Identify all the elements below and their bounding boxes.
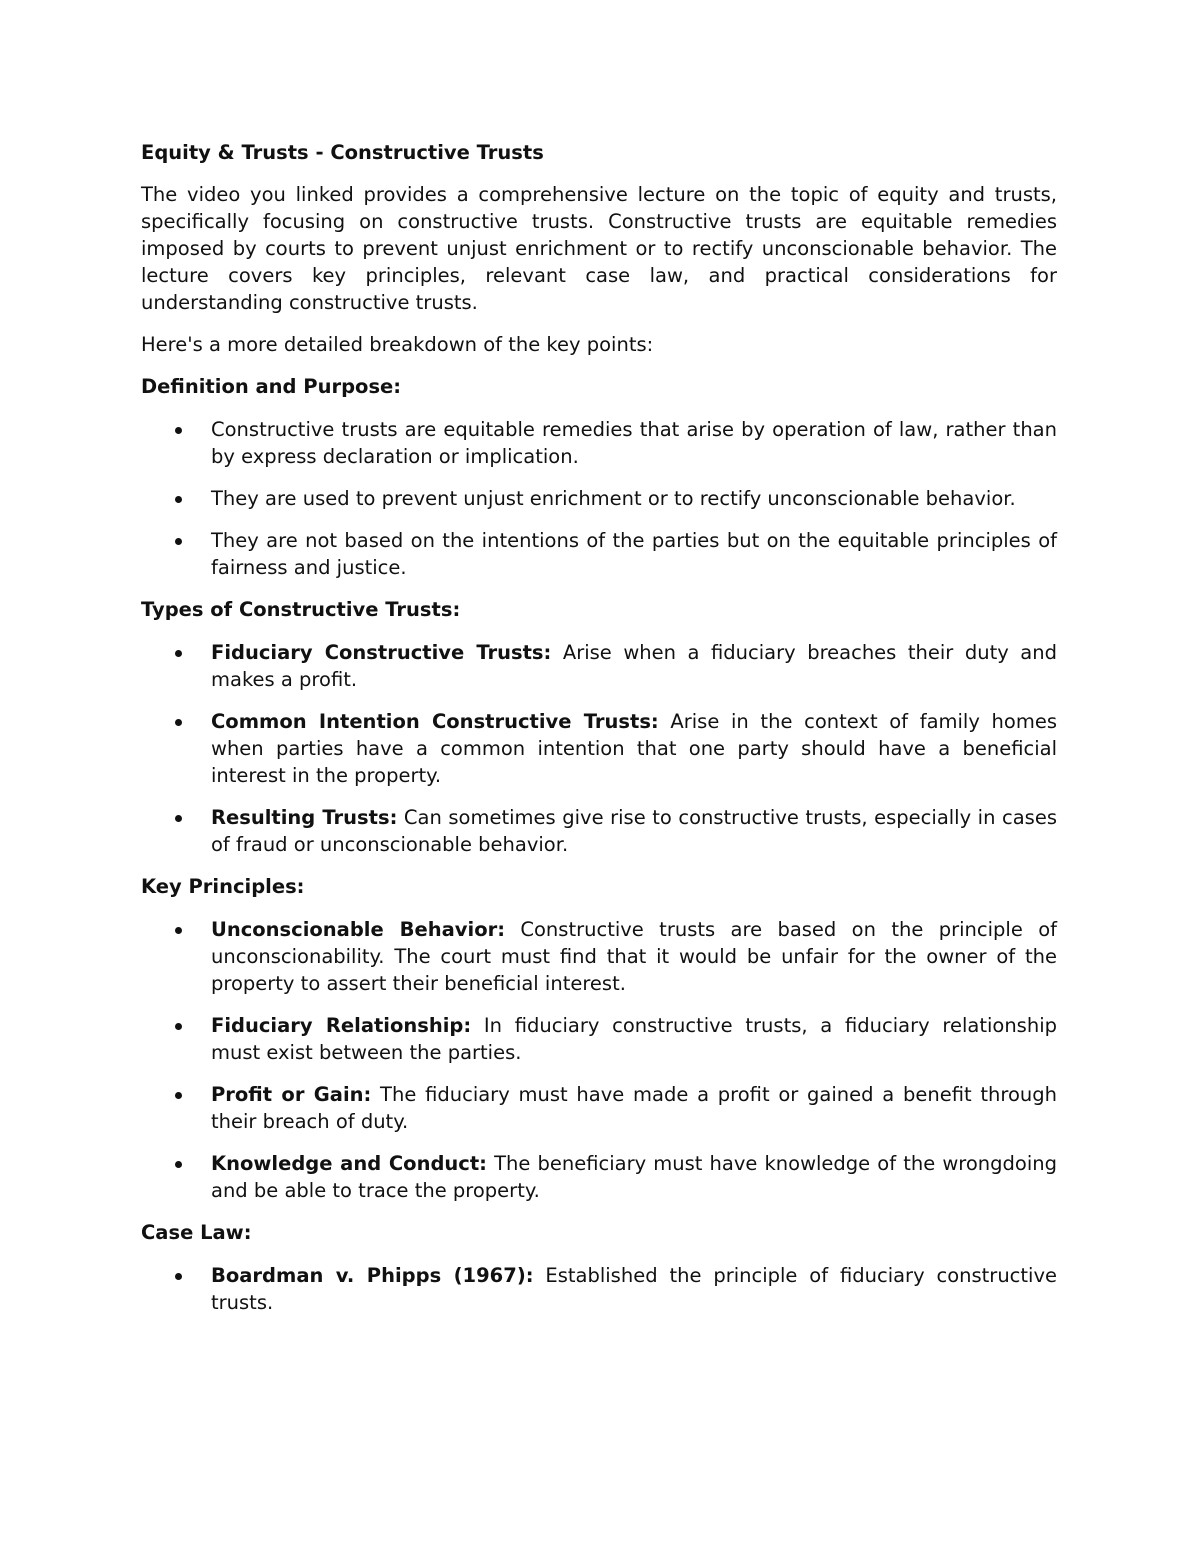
lead-in-paragraph: Here's a more detailed breakdown of the key points:: [141, 333, 654, 356]
bullet-dot-icon: [175, 1273, 182, 1280]
item-term: Common Intention Constructive Trusts:: [211, 710, 659, 733]
item-term: Profit or Gain:: [211, 1083, 372, 1106]
item-text: Can sometimes give rise to constructive trusts, especially in cases of fraud or unconscionable behavior.: [211, 806, 1057, 856]
list-item: [141, 804, 1057, 858]
item-text: The beneficiary must have knowledge of the wrongdoing and be able to trace the property.: [211, 1152, 1057, 1202]
list-item: [141, 1150, 1057, 1204]
item-term: Fiduciary Relationship:: [211, 1014, 472, 1037]
bullet-list: [141, 639, 1057, 858]
section-heading: Definition and Purpose:: [141, 375, 402, 398]
list-item: [141, 485, 1057, 512]
item-term: Unconscionable Behavior:: [211, 918, 506, 941]
document-page: [141, 139, 1057, 1331]
section-heading: Key Principles:: [141, 875, 305, 898]
list-item: [141, 416, 1057, 470]
item-text: Established the principle of fiduciary constructive trusts.: [211, 1264, 1057, 1314]
bullet-list: [141, 416, 1057, 581]
section-key-principles: [141, 873, 1057, 1204]
bullet-dot-icon: [175, 496, 182, 503]
list-item: [141, 916, 1057, 997]
bullet-list: [141, 916, 1057, 1204]
item-text: They are not based on the intentions of the parties but on the equitable principles of fairness and justice.: [211, 529, 1057, 579]
list-item: [141, 1262, 1057, 1316]
bullet-list: [141, 1262, 1057, 1316]
bullet-dot-icon: [175, 1161, 182, 1168]
bullet-dot-icon: [175, 719, 182, 726]
section-heading: Case Law:: [141, 1221, 252, 1244]
bullet-dot-icon: [175, 538, 182, 545]
bullet-dot-icon: [175, 815, 182, 822]
bullet-dot-icon: [175, 650, 182, 657]
item-term: Fiduciary Constructive Trusts:: [211, 641, 552, 664]
item-term: Boardman v. Phipps (1967):: [211, 1264, 534, 1287]
section-definition: [141, 373, 1057, 581]
item-term: Resulting Trusts:: [211, 806, 398, 829]
item-text: Arise when a fiduciary breaches their duty and makes a profit.: [211, 641, 1057, 691]
section-case-law: [141, 1219, 1057, 1316]
item-text: Constructive trusts are equitable remedies that arise by operation of law, rather than by express declaration or implication.: [211, 418, 1057, 468]
item-text: In fiduciary constructive trusts, a fiduciary relationship must exist between the parties.: [211, 1014, 1057, 1064]
bullet-dot-icon: [175, 1023, 182, 1030]
intro-paragraph: The video you linked provides a comprehensive lecture on the topic of equity and trusts, specifically focusing on constructive trusts. Constructive trusts are equitable remedies imposed by courts to prevent unjust enrichment or to rectify unconscionable behavior. The lecture covers key principles, relevant case law, and practical considerations for understanding constructive trusts.: [141, 183, 1057, 314]
bullet-dot-icon: [175, 427, 182, 434]
list-item: [141, 639, 1057, 693]
item-text: Arise in the context of family homes when parties have a common intention that one party should have a beneficial interest in the property.: [211, 710, 1057, 787]
item-text: Constructive trusts are based on the principle of unconscionability. The court must find that it would be unfair for the owner of the property to assert their beneficial interest.: [211, 918, 1057, 995]
list-item: [141, 527, 1057, 581]
section-types: [141, 596, 1057, 858]
item-text: The fiduciary must have made a profit or gained a benefit through their breach of duty.: [211, 1083, 1057, 1133]
bullet-dot-icon: [175, 1092, 182, 1099]
item-text: They are used to prevent unjust enrichment or to rectify unconscionable behavior.: [211, 487, 1016, 510]
bullet-dot-icon: [175, 927, 182, 934]
list-item: [141, 1012, 1057, 1066]
item-term: Knowledge and Conduct:: [211, 1152, 487, 1175]
list-item: [141, 708, 1057, 789]
section-heading: Types of Constructive Trusts:: [141, 598, 461, 621]
list-item: [141, 1081, 1057, 1135]
document-title: Equity & Trusts - Constructive Trusts: [141, 141, 544, 164]
